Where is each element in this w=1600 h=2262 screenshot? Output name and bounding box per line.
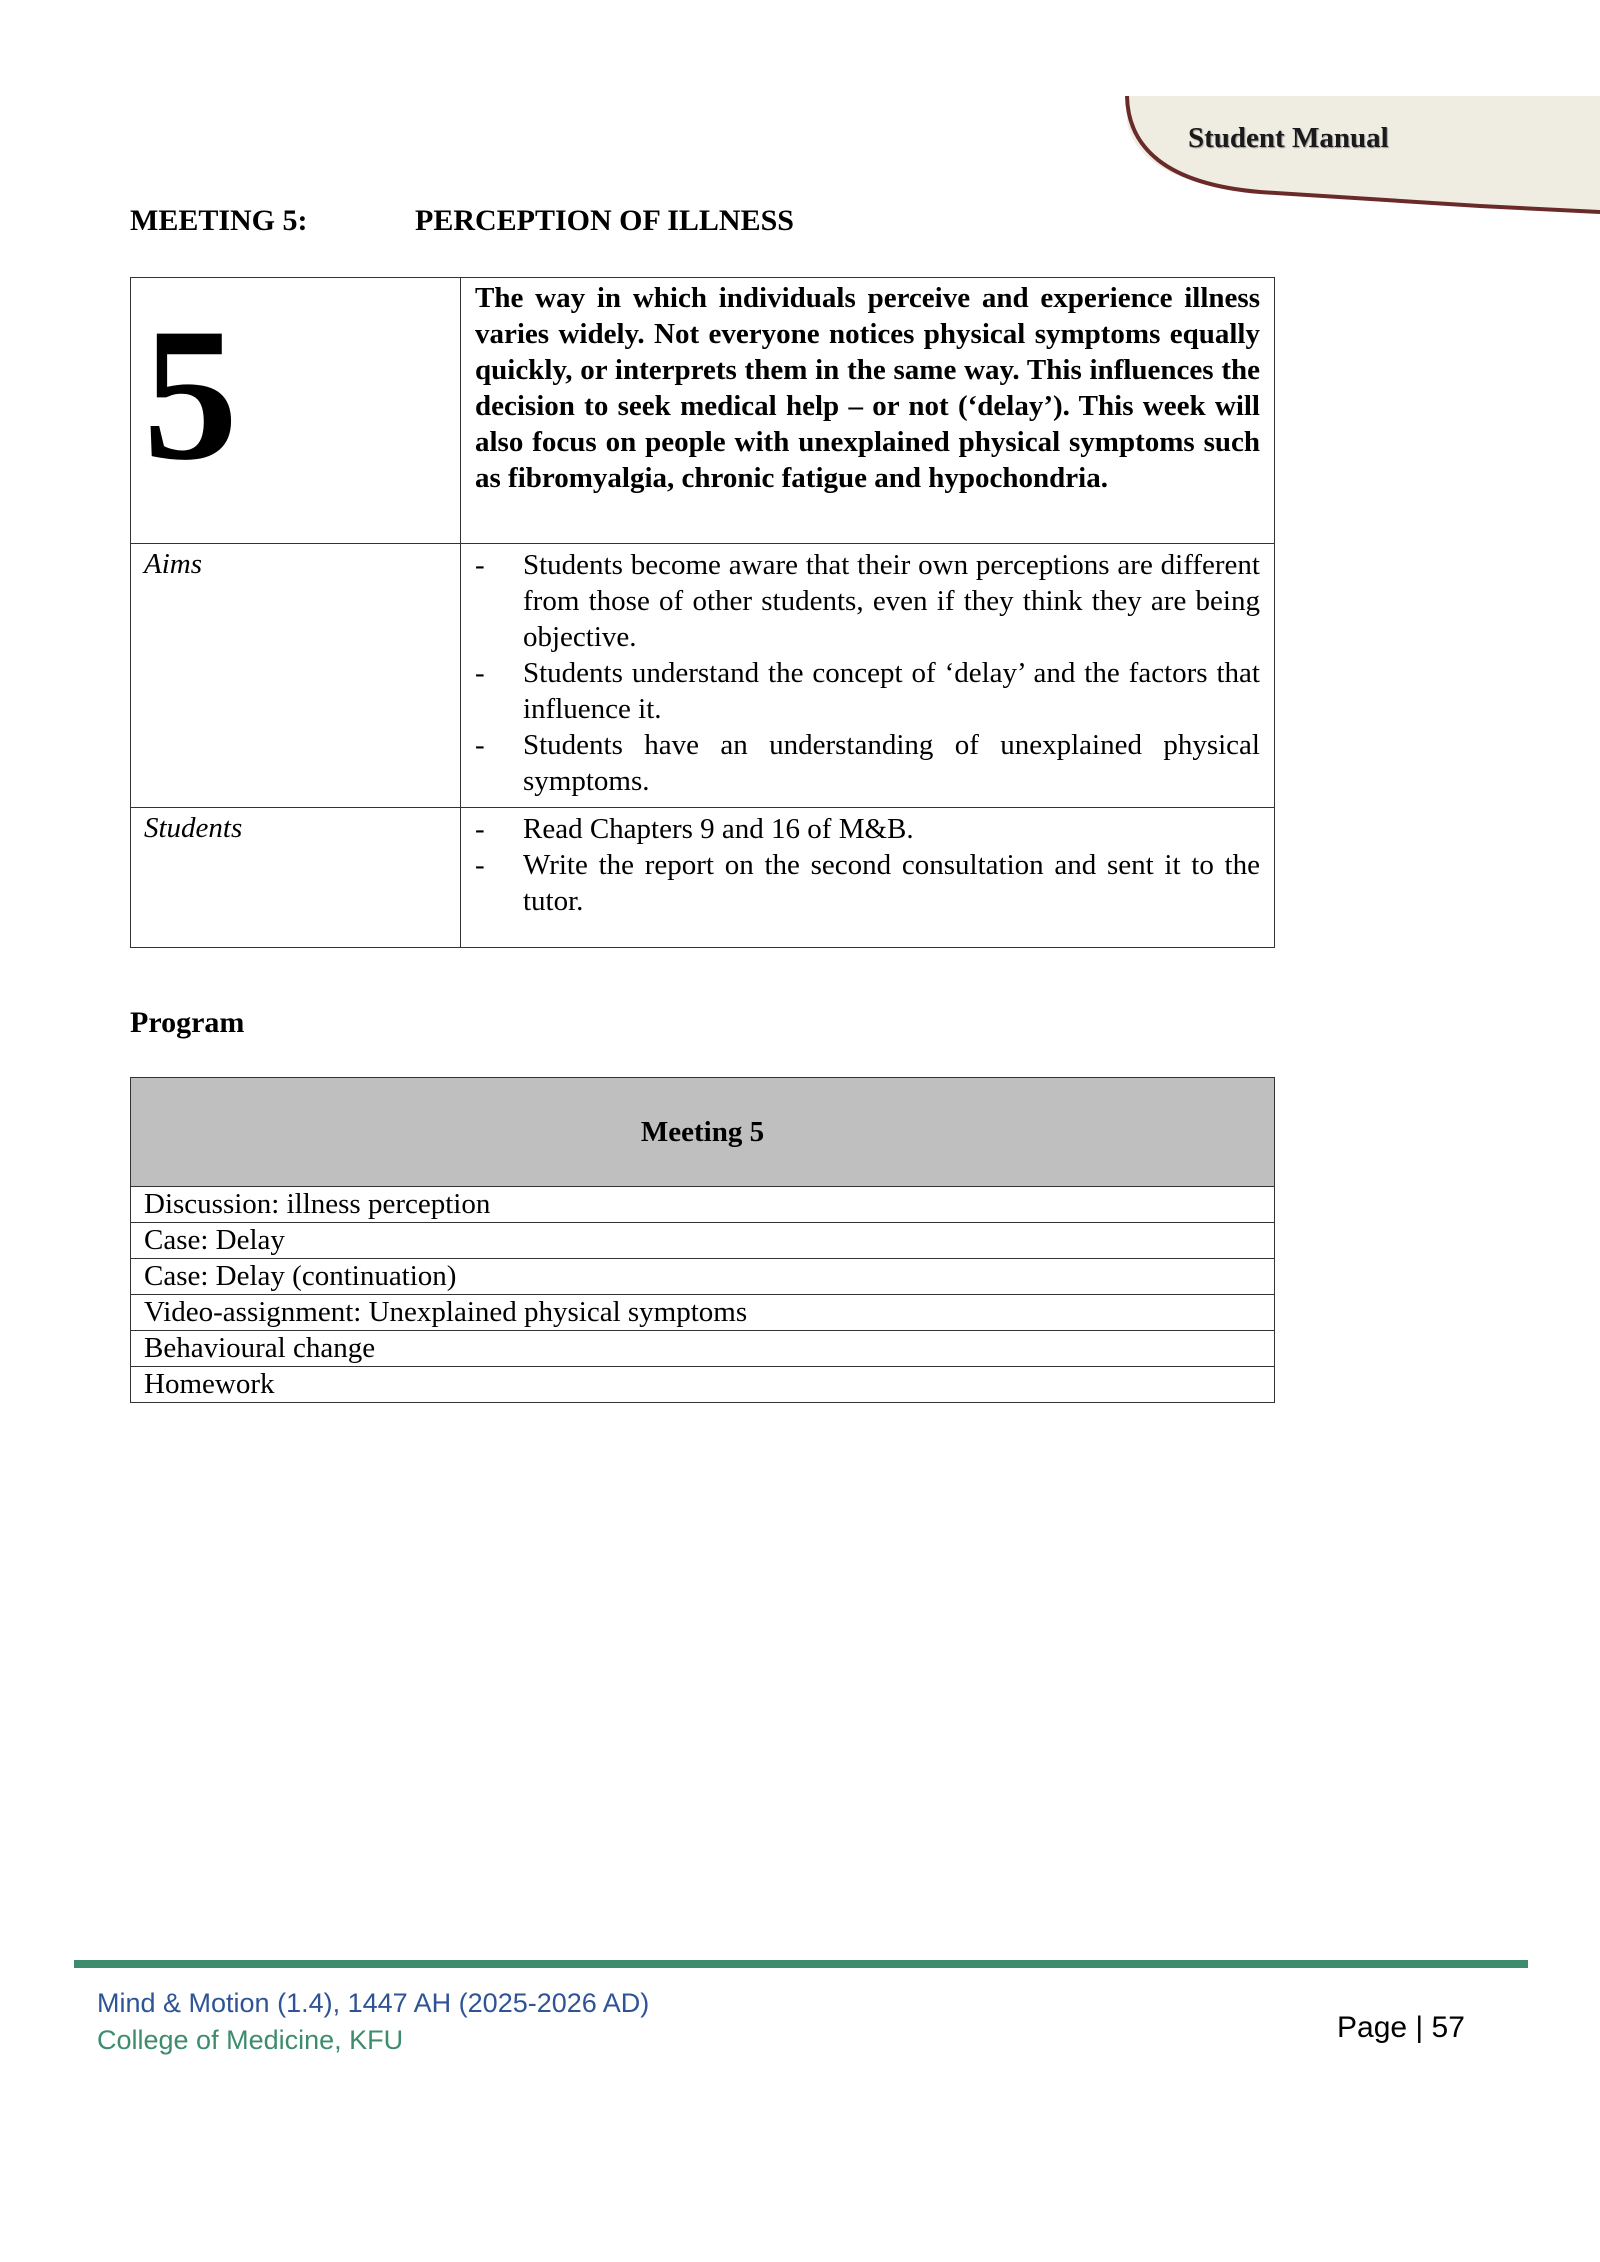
footer-rule [74, 1960, 1528, 1968]
program-item: Video-assignment: Unexplained physical symptoms [131, 1295, 1275, 1331]
bullet-dash: - [475, 813, 485, 845]
footer-college: College of Medicine, KFU [97, 2025, 404, 2055]
students-list [461, 808, 1274, 947]
table-row [131, 1331, 1275, 1367]
list-item [475, 847, 1260, 919]
program-table-header-row [131, 1078, 1275, 1187]
bullet-dash: - [475, 657, 485, 689]
list-item [475, 727, 1260, 799]
big-number: 5 [143, 290, 238, 500]
header-tab-label: Student Manual [1188, 122, 1389, 154]
students-label: Students [144, 812, 243, 844]
meeting-info-table [130, 277, 1275, 948]
aims-row [131, 544, 1275, 808]
table-row [131, 1187, 1275, 1223]
program-item: Behavioural change [131, 1331, 1275, 1367]
table-row [131, 1367, 1275, 1403]
intro-cell [461, 278, 1275, 544]
student-task-text: Read Chapters 9 and 16 of M&B. [523, 813, 914, 845]
program-heading: Program [130, 1006, 245, 1039]
program-table-title: Meeting 5 [131, 1078, 1275, 1187]
program-table [130, 1077, 1275, 1403]
meeting-number: MEETING 5: [130, 204, 308, 237]
aim-text: Students understand the concept of ‘delay’ and the factors that influence it. [523, 657, 1260, 725]
aim-text: Students become aware that their own perceptions are different from those of other students, even if they think they are being objective. [523, 549, 1260, 653]
list-item [475, 547, 1260, 655]
list-item [475, 811, 1260, 847]
program-item: Homework [131, 1367, 1275, 1403]
intro-row [131, 278, 1275, 544]
table-row [131, 1259, 1275, 1295]
students-label-cell [131, 808, 461, 948]
intro-text: The way in which individuals perceive and experience illness varies widely. Not everyone notices physical symptoms equally quickly, or interprets them in the same way. This influences the decision to seek medical help – or not (‘delay’). This week will also focus on people with unexplained physical symptoms such as fibromyalgia, chronic fatigue and hypochondria. [475, 282, 1260, 494]
footer-course-info: Mind & Motion (1.4), 1447 AH (2025-2026 AD) [97, 1988, 650, 2018]
aims-label: Aims [144, 548, 202, 580]
student-task-text: Write the report on the second consultation and sent it to the tutor. [523, 849, 1260, 917]
bullet-dash: - [475, 849, 485, 881]
aims-list [461, 544, 1274, 807]
program-item: Discussion: illness perception [131, 1187, 1275, 1223]
table-row [131, 1295, 1275, 1331]
table-row [131, 1223, 1275, 1259]
bullet-dash: - [475, 549, 485, 581]
students-row [131, 808, 1275, 948]
program-item: Case: Delay (continuation) [131, 1259, 1275, 1295]
big-number-cell [131, 278, 461, 544]
bullet-dash: - [475, 729, 485, 761]
aims-cell [461, 544, 1275, 808]
program-item: Case: Delay [131, 1223, 1275, 1259]
header-tab-shape [1120, 92, 1600, 222]
list-item [475, 655, 1260, 727]
aims-label-cell [131, 544, 461, 808]
aim-text: Students have an understanding of unexplained physical symptoms. [523, 729, 1260, 797]
page-number: Page | 57 [1337, 2011, 1465, 2044]
meeting-title: PERCEPTION OF ILLNESS [415, 204, 794, 237]
students-cell [461, 808, 1275, 948]
